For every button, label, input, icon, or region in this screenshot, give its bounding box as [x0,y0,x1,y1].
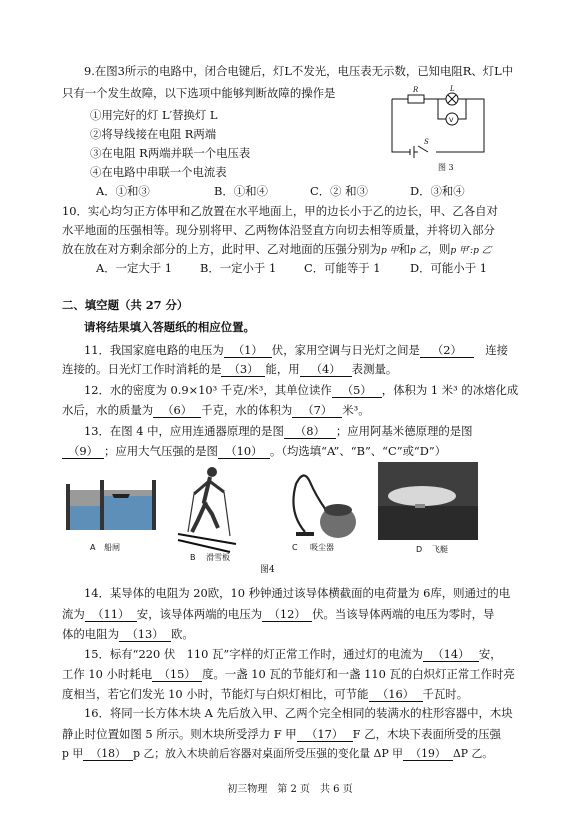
q11-text-a: 11．我国家庭电路的电压为 [84,343,224,357]
section-2-instruction: 请将结果填入答题纸的相应位置。 [84,320,255,334]
q15-text-e: 度相当，若它们发光 10 小时，节能灯与白炽灯相比，可节能 [62,687,369,701]
q9-stem-line2: 只有一个发生故障，以下选项中能够判断故障的操作是 [62,86,336,100]
q13-text-e: 。（均选填“A”、“B”、“C”或“D”） [269,444,447,458]
q16-text-e: p 乙；放入木块前后容器对桌面所受压强的变化量 ΔP 甲 [133,747,403,760]
q16-text-c: F 乙，木块下表面所受的压强 [352,727,501,741]
q9-option-c: C．② 和③ [310,184,368,198]
q15-text-c: 工作 10 小时耗电 [62,667,153,681]
q12-text-a: 12．水的密度为 0.9×10³ 千克/米³，其单位读作 [84,383,332,397]
blank-1: （1） [224,344,272,358]
figure-4c-letter: C [292,543,298,552]
q10-option-d: D．可能小于 1 [410,261,487,275]
q10-option-b: B．一定小于 1 [200,261,277,275]
blank-17: （17） [297,728,353,742]
q14-text-e: 体的电阻为 [62,627,119,641]
q16-text-d: p 甲 [62,747,84,760]
q16-text-f: ΔP 乙。 [452,747,494,760]
q11-line2 [62,363,397,377]
figure-4b-label: 滑雪板 [206,553,230,562]
q16-line2 [62,728,501,742]
q10-line3-then: ，则 [427,242,451,256]
q15-line2 [62,668,515,682]
q12-text-e: 千克，水的体积为 [201,403,293,417]
figure-4d-airship [378,462,478,540]
figure-3-label-s: S [424,138,429,146]
q13-text-c: ；应用阿基米德原理的是图 [335,424,473,438]
blank-2: （2） [420,344,474,358]
q10-line1: 10．实心均匀正方体甲和乙放置在水平地面上，甲的边长小于乙的边长，甲、乙各自对 [62,204,498,218]
q14-line2 [62,608,494,622]
q15-text-a: 15．标有“220 伏 110 瓦”字样的灯正常工作时，通过灯的电流为 [84,647,423,661]
figure-4c-vacuum [293,475,356,538]
q14-text-f: 欧。 [170,627,194,641]
figure-3-caption: 图 3 [438,163,454,172]
q14-line3 [62,628,194,642]
q10-line2: 水平地面的压强相等。现分别将甲、乙两物体沿竖直方向切去相等质量，并将切入部分 [62,223,495,237]
blank-9: （9） [62,445,104,459]
q11-text-f: 表测量。 [351,362,398,376]
q16-text-b: 静止时位置如图 5 所示。则木块所受浮力 F 甲 [62,727,297,741]
q9-item-4: ④在电路中串联一个电流表 [90,165,227,179]
figure-3-label-l: L [450,85,455,93]
q11-text-d: 连接的。日光灯工作时消耗的是 [62,362,222,376]
q16-line3 [62,748,493,761]
q13-text-d: ；应用大气压强的是图 [104,444,218,458]
q10-line3 [62,244,493,256]
q13-line2 [62,445,446,459]
q14-line1: 14．某导体的电阻为 20欧，10 秒钟通过该导体横截面的电荷量为 6库，则通过的电 [84,586,511,600]
figure-4 [60,462,480,574]
q9-option-a: A．①和③ [96,184,150,198]
q9-item-3: ③在电阻 R两端并联一个电压表 [90,146,251,160]
figure-4a-letter: A [90,543,96,552]
figure-4c-label: 吸尘器 [310,543,334,552]
q11-text-e: 能，用 [265,362,300,376]
q10-line3-text: 放在放在对方剩余部分的上方，此时甲、乙对地面的压强分别为 [62,242,381,256]
q11-text-c: 伏，家用空调与日光灯之间是 [271,343,420,357]
q15-text-f: 千瓦时。 [422,687,469,701]
blank-6: （6） [153,404,201,418]
q9-option-b: B．①和④ [214,184,268,198]
blank-4: （4） [300,363,352,377]
blank-3: （3） [221,363,265,377]
q9-stem-line1: 9.在图3所示的电路中，闭合电键后，灯L不发光，电压表无示数，已知电阻R、灯L中 [84,64,514,78]
q14-text-d: 伏。当该导体两端的电压为零时，导 [312,607,495,621]
blank-12: （12） [262,608,312,622]
q12-text-f: 米³。 [342,403,370,417]
figure-4b-letter: B [190,553,196,562]
q10-option-a: A．一定大于 1 [96,261,173,275]
figure-3-label-r: R [413,86,419,94]
blank-16: （16） [369,688,423,702]
blank-13: （13） [119,628,171,642]
q10-line3-and: 和 [398,242,410,256]
page-footer: 初三物理 第 2 页 共 6 页 [227,784,353,795]
q16-line1: 16．将同一长方体木块 A 先后放入甲、乙两个完全相同的装满水的柱形容器中，木块 [84,706,513,720]
q15-text-b: 安， [478,647,502,661]
figure-4d-label: 飞艇 [432,545,448,554]
q10-ratio: p 甲′:p 乙′ [450,246,493,256]
blank-19: （19） [403,748,453,761]
q12-text-c: ，体积为 1 米³ 的冰熔化成 [381,383,519,397]
figure-4a-label: 船闸 [104,543,120,552]
blank-15: （15） [152,668,202,682]
blank-18: （18） [83,748,133,761]
q14-text-c: 安，该导体两端的电压为 [136,607,263,621]
figure-3-label-v: V [449,116,454,124]
blank-7: （7） [292,404,342,418]
q12-line2 [62,404,370,418]
blank-5: （5） [332,384,382,398]
section-2-title: 二、填空题（共 27 分） [62,298,189,312]
figure-4d-letter: D [416,545,423,554]
blank-10: （10） [218,445,270,459]
q13-line1 [84,425,473,439]
q11-text-d1: 连接 [473,343,509,357]
q14-text-b: 流为 [62,607,85,621]
q13-text-a: 13．在图 4 中，应用连通器原理的是图 [84,424,284,438]
figure-4-caption: 图4 [260,565,275,574]
figure-3-circuit [388,84,488,174]
q15-line3 [62,688,468,702]
q10-p-yi: p 乙 [409,246,428,256]
figure-4a-ship-lock [66,480,156,530]
q11-line1 [84,344,508,358]
q9-option-d: D．③和④ [410,184,465,198]
q12-text-d: 水后，水的质量为 [62,403,154,417]
q10-option-c: C．可能等于 1 [304,261,381,275]
blank-11: （11） [85,608,137,622]
q10-p-jia: p 甲 [380,246,399,256]
q15-line1 [84,648,502,662]
q9-item-1: ①用完好的灯 L′替换灯 L [90,108,218,122]
q15-text-d: 度。一盏 10 瓦的节能灯和一盏 110 瓦的白炽灯正常工作时亮 [202,667,515,681]
figure-4b-skier [178,467,236,552]
q9-item-2: ②将导线接在电阻 R两端 [90,127,217,141]
blank-8: （8） [284,425,336,439]
blank-14: （14） [423,648,479,662]
q12-line1 [84,384,518,398]
